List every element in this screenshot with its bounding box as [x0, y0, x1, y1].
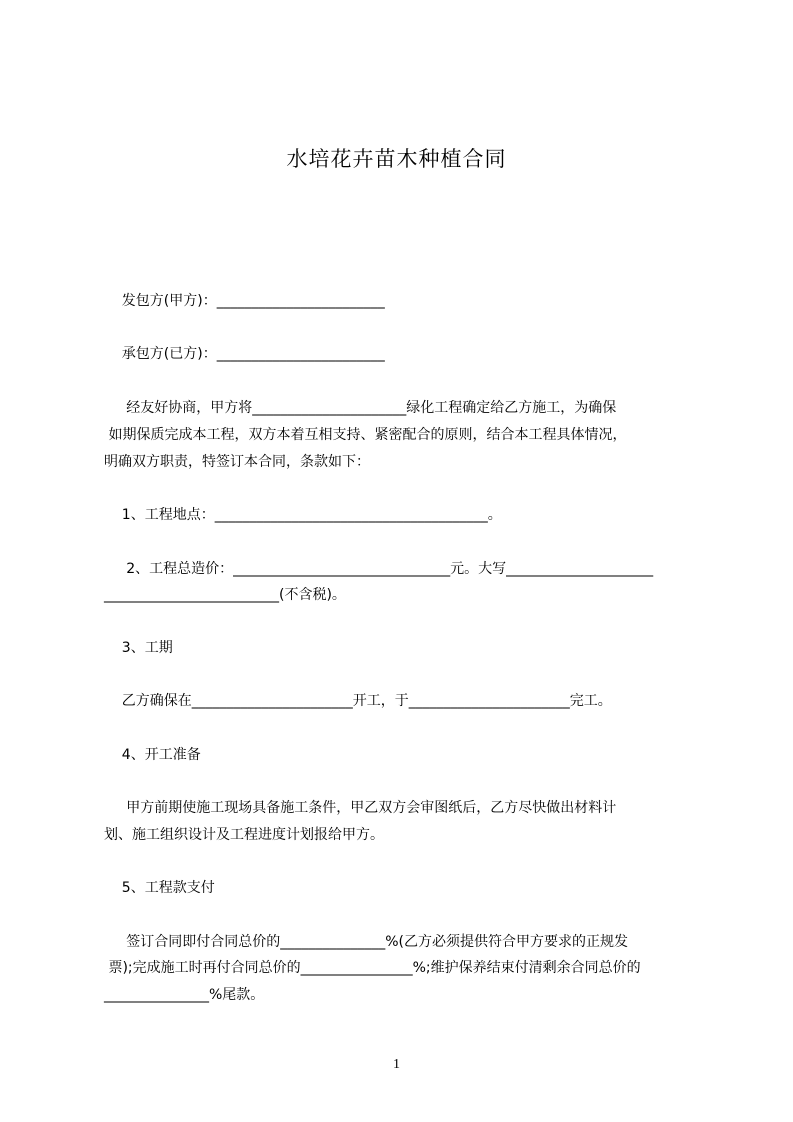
page-number: 1: [393, 1057, 400, 1072]
clause-1-location: 1、工程地点：_______________________________________。: [104, 507, 502, 523]
intro-paragraph-line-2: 如期保质完成本工程，双方本着互相支持、紧密配合的原则，结合本工程具体情况，: [104, 427, 627, 443]
party-b-line: 承包方(已方)：________________________: [104, 346, 385, 362]
intro-paragraph-line-1: 经友好协商，甲方将______________________绿化工程确定给乙方施工，为确保: [104, 400, 617, 416]
clause-5-line-1: 签订合同即付合同总价的_______________%(乙方必须提供符合甲方要求的正规发: [104, 934, 629, 950]
clause-5-heading: 5、工程款支付: [104, 880, 215, 896]
clause-4-line-1: 甲方前期使施工现场具备施工条件，甲乙双方会审图纸后，乙方尽快做出材料计: [104, 800, 617, 816]
clause-3-schedule: 乙方确保在_______________________开工，于_______________________完工。: [104, 693, 612, 709]
clause-4-line-2: 划、施工组织设计及工程进度计划报给甲方。: [104, 827, 384, 843]
clause-4-heading: 4、开工准备: [104, 747, 201, 763]
clause-2-price-line-2: _________________________(不含税)。: [104, 587, 346, 603]
clause-3-heading: 3、工期: [104, 640, 173, 656]
clause-2-price-line-1: 2、工程总造价：_______________________________元。大写_____________________: [104, 561, 654, 577]
party-a-line: 发包方(甲方)：________________________: [104, 293, 385, 309]
clause-5-line-2: 票);完成施工时再付合同总价的________________%;维护保养结束付清剩余合同总价的: [104, 960, 641, 976]
document-title: 水培花卉苗木种植合同: [286, 147, 507, 171]
clause-5-line-3: _______________%尾款。: [104, 987, 265, 1003]
intro-paragraph-line-3: 明确双方职责，特签订本合同，条款如下：: [104, 454, 370, 470]
